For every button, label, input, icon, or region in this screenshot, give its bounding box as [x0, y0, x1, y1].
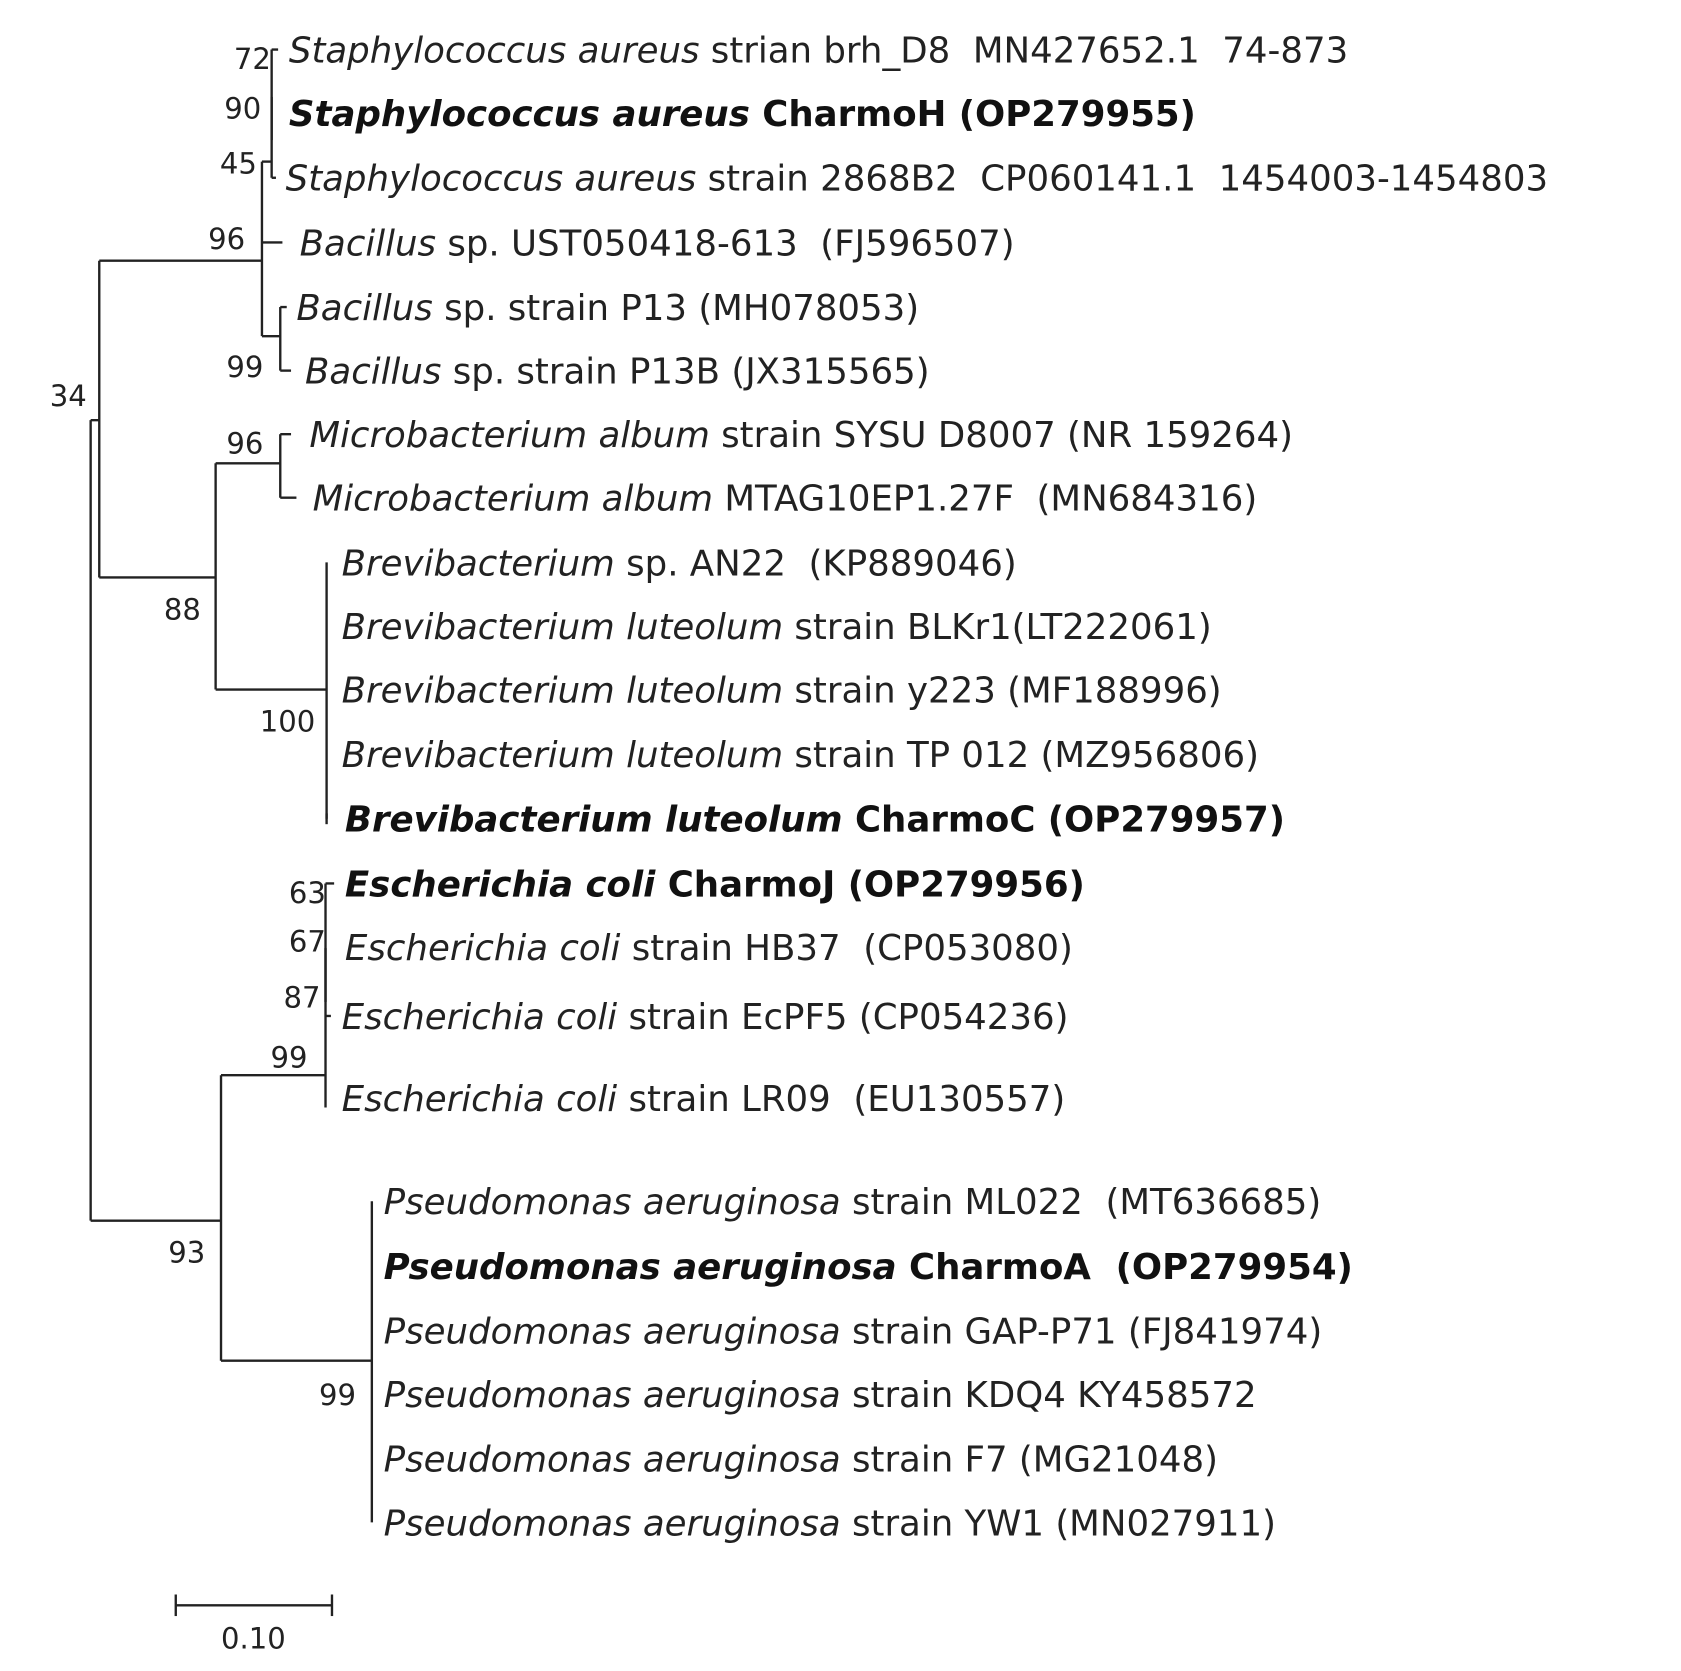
- taxon-strain-accession: CharmoC (OP279957): [842, 799, 1285, 841]
- bootstrap-value: 45: [219, 146, 257, 181]
- taxon-label: [384, 1503, 1276, 1544]
- taxon-strain-accession: strain ML022 (MT636685): [840, 1182, 1322, 1224]
- taxon-label: [289, 30, 1348, 71]
- taxon-species-name: Brevibacterium luteolum: [341, 606, 784, 648]
- bootstrap-value: 99: [319, 1377, 357, 1412]
- bootstrap-value: 34: [49, 379, 87, 414]
- taxon-strain-accession: strian brh_D8 MN427652.1 74-873: [699, 30, 1349, 72]
- taxon-strain-accession: CharmoH (OP279955): [749, 94, 1196, 136]
- taxon-label: [342, 607, 1212, 648]
- taxon-strain-accession: strain KDQ4 KY458572: [840, 1375, 1257, 1417]
- taxon-species-name: Pseudomonas aeruginosa: [383, 1503, 841, 1545]
- taxon-species-name: Escherichia coli: [341, 996, 618, 1038]
- taxon-strain-accession: strain YW1 (MN027911): [840, 1503, 1277, 1545]
- taxon-strain-accession: sp. UST050418-613 (FJ596507): [436, 223, 1015, 265]
- taxon-label: [345, 864, 1085, 905]
- taxon-label: [384, 1440, 1218, 1481]
- taxon-strain-accession: strain y223 (MF188996): [783, 670, 1222, 712]
- bootstrap-value: 67: [288, 924, 326, 959]
- taxon-strain-accession: sp. strain P13B (JX315565): [441, 351, 930, 393]
- taxon-strain-accession: sp. strain P13 (MH078053): [432, 287, 920, 329]
- bootstrap-value: 99: [270, 1040, 308, 1075]
- taxon-species-name: Staphylococcus aureus: [285, 158, 697, 200]
- bootstrap-value: 100: [259, 704, 316, 739]
- taxon-label: [342, 543, 1017, 584]
- taxon-species-name: Escherichia coli: [341, 1078, 618, 1120]
- taxon-species-name: Pseudomonas aeruginosa: [383, 1375, 841, 1417]
- taxon-species-name: Pseudomonas aeruginosa: [383, 1246, 897, 1288]
- taxon-label: [342, 735, 1259, 776]
- taxon-species-name: Brevibacterium luteolum: [341, 670, 784, 712]
- taxon-label: [342, 997, 1069, 1038]
- taxon-species-name: Escherichia coli: [344, 864, 656, 906]
- taxon-strain-accession: strain BLKr1(LT222061): [783, 606, 1212, 648]
- bootstrap-value: 90: [224, 91, 262, 126]
- taxon-species-name: Microbacterium album: [312, 478, 714, 520]
- taxon-label: [342, 1079, 1066, 1120]
- taxon-label: [305, 352, 930, 393]
- taxon-label: [345, 800, 1285, 841]
- bootstrap-value: 72: [233, 41, 271, 76]
- taxon-species-name: Brevibacterium luteolum: [341, 735, 784, 777]
- bootstrap-value: 87: [283, 980, 321, 1015]
- taxon-species-name: Brevibacterium luteolum: [344, 799, 843, 841]
- taxon-strain-accession: sp. AN22 (KP889046): [614, 543, 1017, 585]
- taxon-species-name: Staphylococcus aureus: [288, 94, 750, 136]
- taxon-strain-accession: strain SYSU D8007 (NR 159264): [709, 415, 1294, 457]
- bootstrap-value: 96: [226, 426, 264, 461]
- taxon-label: [286, 159, 1548, 200]
- taxon-strain-accession: strain 2868B2 CP060141.1 1454003-1454803: [696, 158, 1549, 200]
- taxon-strain-accession: strain EcPF5 (CP054236): [617, 996, 1069, 1038]
- taxon-strain-accession: strain GAP-P71 (FJ841974): [840, 1311, 1323, 1353]
- taxon-label: [384, 1311, 1323, 1352]
- taxon-strain-accession: strain LR09 (EU130557): [617, 1078, 1066, 1120]
- taxon-species-name: Bacillus: [296, 287, 433, 329]
- taxon-strain-accession: CharmoA (OP279954): [896, 1246, 1353, 1288]
- taxon-label: [345, 928, 1073, 969]
- taxon-species-name: Microbacterium album: [309, 415, 710, 457]
- taxon-strain-accession: CharmoJ (OP279956): [655, 864, 1085, 906]
- taxon-strain-accession: MTAG10EP1.27F (MN684316): [713, 478, 1258, 520]
- taxon-strain-accession: strain HB37 (CP053080): [620, 927, 1073, 969]
- taxon-species-name: Pseudomonas aeruginosa: [383, 1182, 841, 1224]
- taxon-label: [384, 1182, 1322, 1223]
- taxon-label: [300, 223, 1015, 264]
- bootstrap-value: 99: [226, 350, 264, 385]
- bootstrap-value: 63: [288, 875, 326, 910]
- taxon-label: [342, 670, 1222, 711]
- taxon-species-name: Bacillus: [305, 351, 442, 393]
- taxon-label: [296, 288, 919, 329]
- bootstrap-value: 96: [208, 221, 246, 256]
- taxon-label: [289, 94, 1196, 135]
- taxon-species-name: Bacillus: [299, 223, 437, 265]
- taxon-strain-accession: strain F7 (MG21048): [840, 1439, 1218, 1481]
- bootstrap-value: 93: [168, 1235, 206, 1270]
- taxon-label: [309, 415, 1293, 456]
- taxon-species-name: Pseudomonas aeruginosa: [383, 1311, 841, 1353]
- taxon-species-name: Pseudomonas aeruginosa: [383, 1439, 841, 1481]
- bootstrap-value: 88: [163, 592, 201, 627]
- taxon-species-name: Brevibacterium: [341, 543, 615, 585]
- taxon-species-name: Staphylococcus aureus: [288, 30, 700, 72]
- taxon-label: [313, 479, 1258, 520]
- taxon-strain-accession: strain TP 012 (MZ956806): [783, 735, 1260, 777]
- taxon-label: [384, 1247, 1353, 1288]
- scale-bar-label: 0.10: [221, 1621, 286, 1656]
- taxon-label: [384, 1375, 1257, 1416]
- taxon-species-name: Escherichia coli: [344, 927, 621, 969]
